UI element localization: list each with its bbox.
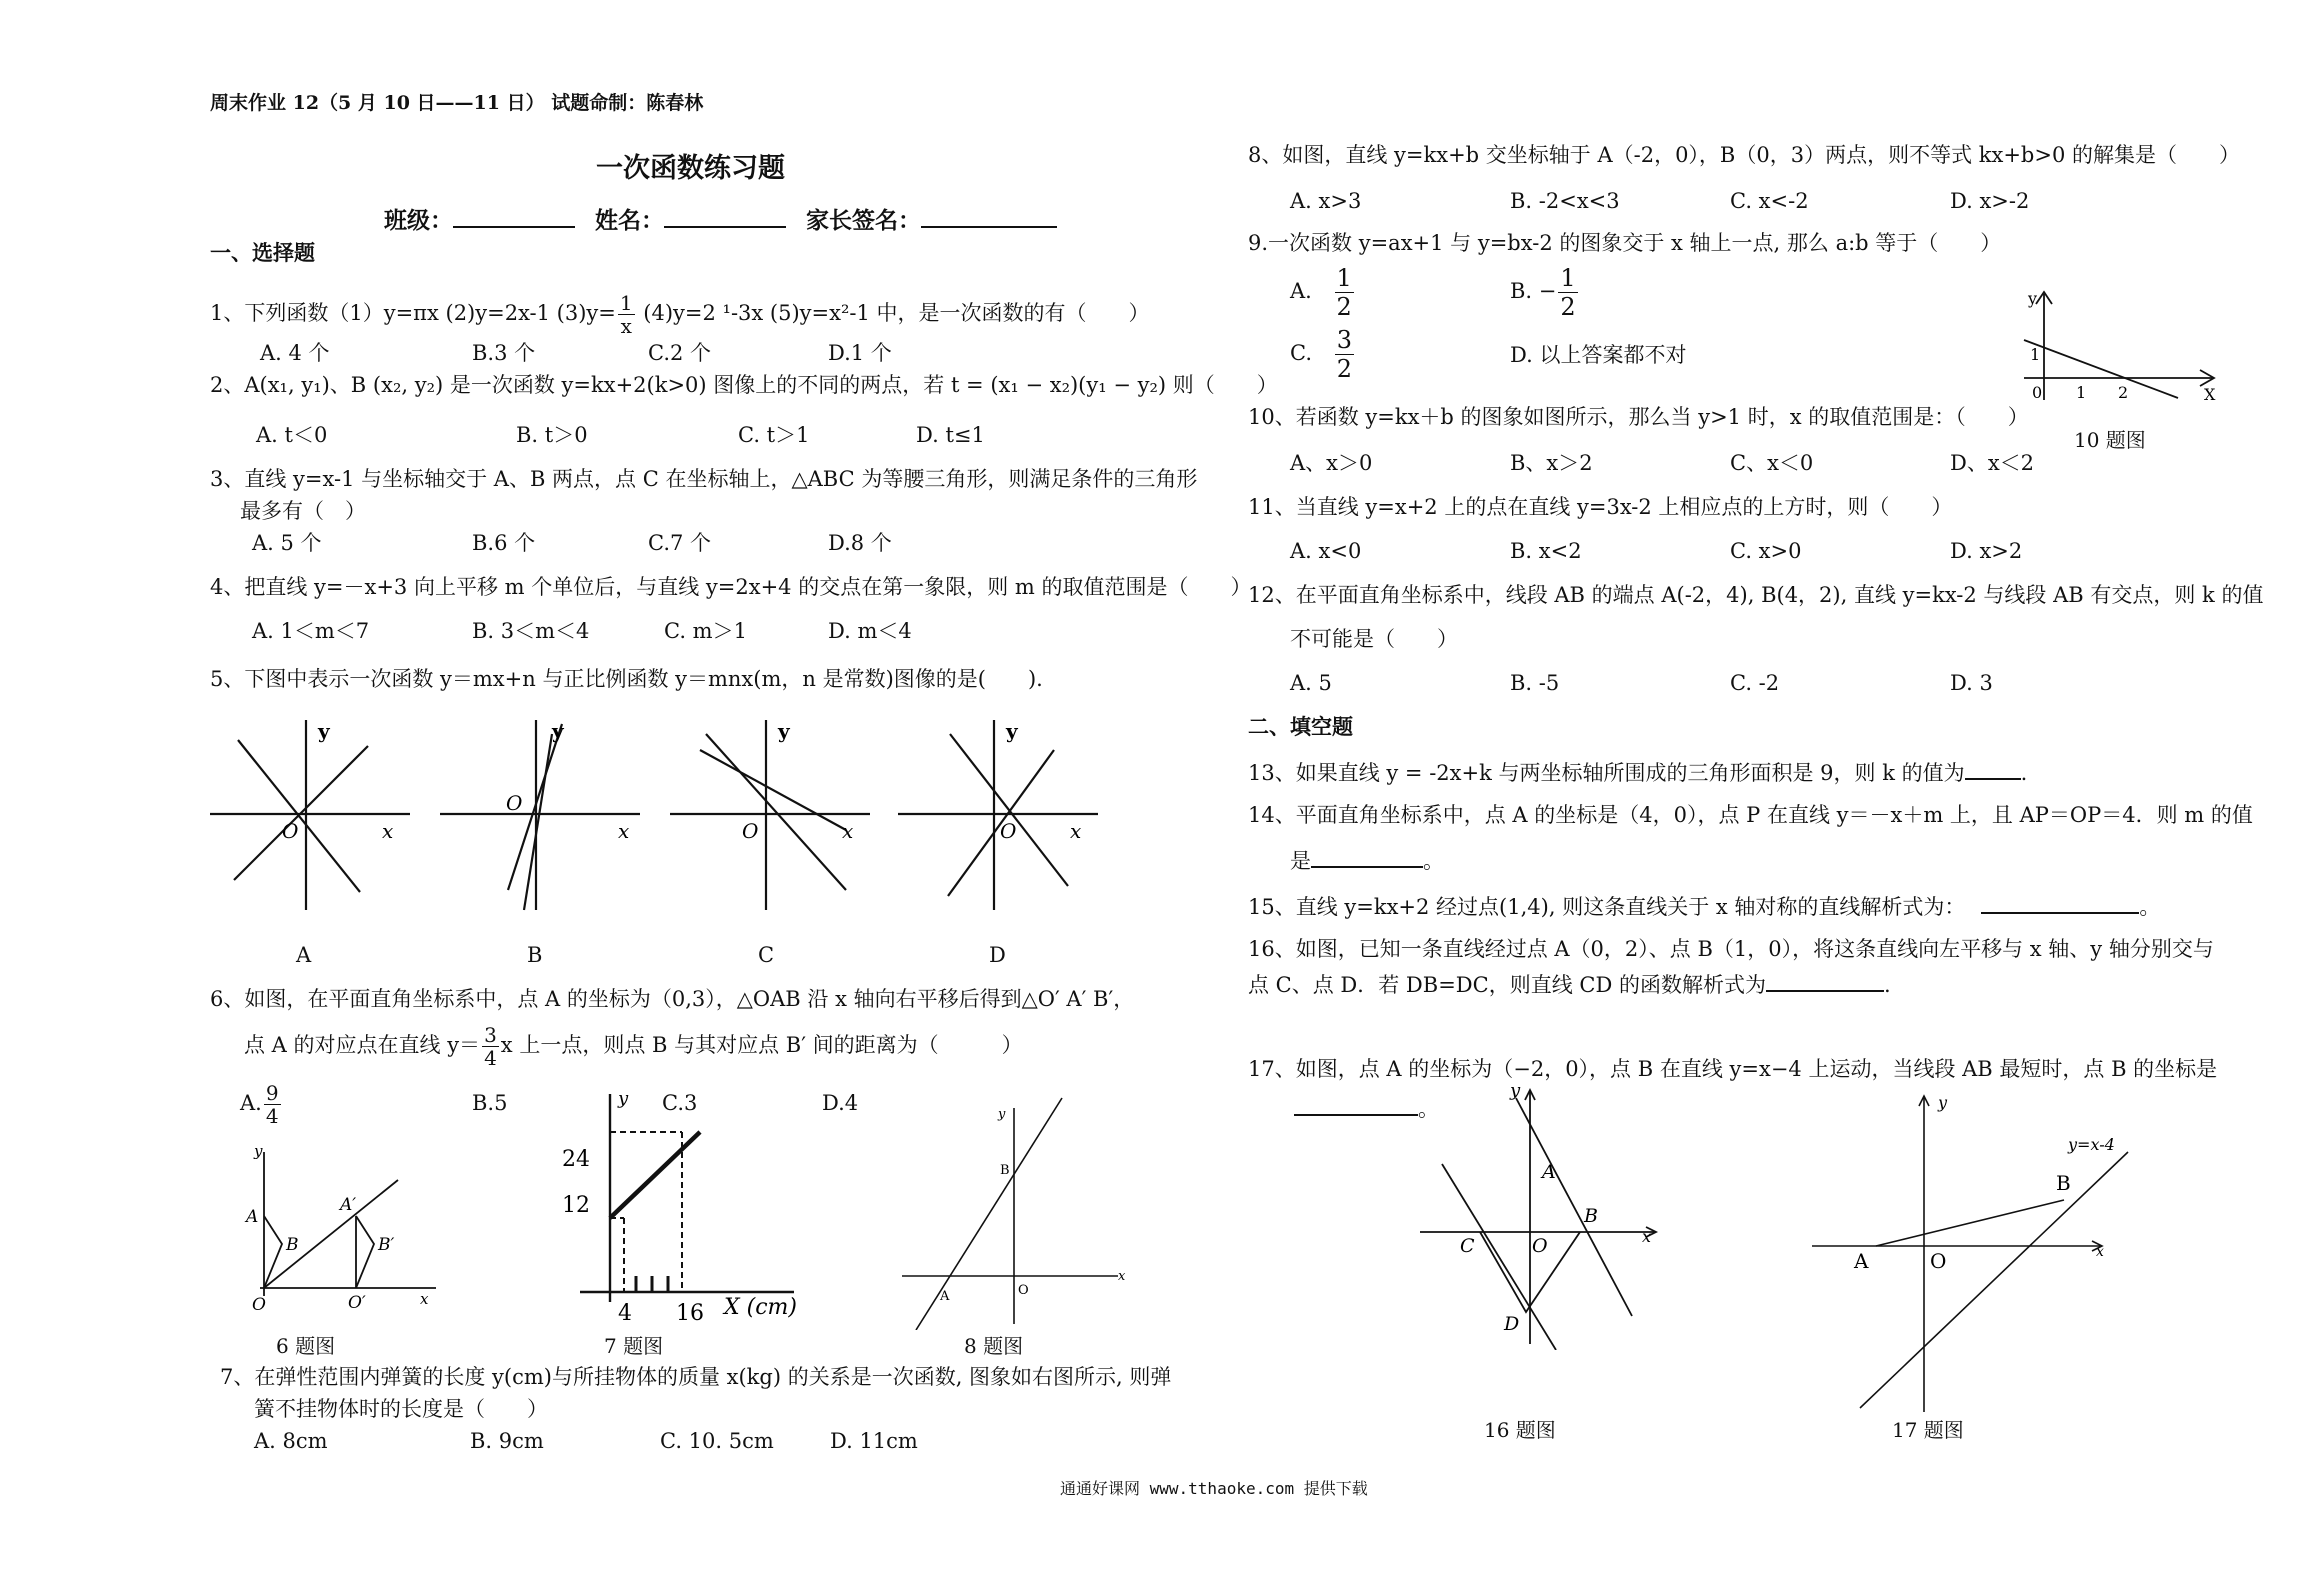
q5c-x-label: x xyxy=(842,819,854,843)
q1-opt-d: D.1 个 xyxy=(828,341,892,365)
figure-group xyxy=(580,1094,794,1302)
q8-opt-c: C. x<-2 xyxy=(1730,189,1809,213)
q15-stem xyxy=(1248,892,2160,920)
q11-opt-b: B. x<2 xyxy=(1510,539,1582,563)
q16-figure xyxy=(1420,1080,1670,1350)
q4-opt-a: A. 1＜m＜7 xyxy=(252,619,370,643)
q11-opt-c: C. x>0 xyxy=(1730,539,1802,563)
figure-label: A xyxy=(1854,1249,1869,1273)
q5b-origin: O xyxy=(506,791,523,815)
q9-opt-c-den: 2 xyxy=(1336,355,1352,383)
q3-stem2: 最多有（ ） xyxy=(240,499,366,523)
q17-stem: 17、如图，点 A 的坐标为（−2，0），点 B 在直线 y=x−4 上运动，当线段 AB 最短时，点 B 的坐标是 xyxy=(1248,1057,2218,1081)
figure-label: x xyxy=(1642,1227,1652,1246)
figure-label: B xyxy=(286,1235,299,1255)
figure-label: y xyxy=(2028,289,2038,308)
q6-fraction xyxy=(482,1024,499,1069)
q6-opt-a-prefix: A. xyxy=(240,1091,262,1115)
figure-group xyxy=(440,720,640,910)
q16-line-ab xyxy=(1516,1098,1632,1316)
name-blank xyxy=(664,206,786,228)
figure-label: A′ xyxy=(340,1195,357,1215)
q1-opt-c: C.2 个 xyxy=(648,341,712,365)
q7-figure xyxy=(560,1086,810,1326)
q10-figure xyxy=(2014,282,2224,402)
figure-label: y xyxy=(618,1088,629,1109)
q5a-origin: O xyxy=(282,819,299,843)
q7-caption: 7 题图 xyxy=(604,1334,664,1358)
q13-stem-text: 13、如果直线 y = -2x+k 与两坐标轴所围成的三角形面积是 9，则 k 的值为 xyxy=(1248,761,1965,785)
q2-opt-c: C. t＞1 xyxy=(738,423,810,447)
q7-stem2: 簧不挂物体时的长度是（ ） xyxy=(254,1397,548,1421)
page-title: 一次函数练习题 xyxy=(596,153,785,184)
q17-line xyxy=(1860,1152,2128,1408)
figure-label: O′ xyxy=(348,1293,366,1313)
q11-stem: 11、当直线 y=x+2 上的点在直线 y=3x-2 上相应点的上方时，则（ ） xyxy=(1248,495,1953,519)
q8-line xyxy=(916,1098,1062,1330)
q9-opt-d: D. 以上答案都不对 xyxy=(1510,343,1687,367)
footer-text: 通通好课网 www.tthaoke.com 提供下载 xyxy=(1060,1479,1368,1498)
q16-line-cd xyxy=(1442,1164,1556,1350)
q5c-origin: O xyxy=(742,819,759,843)
q17-figure xyxy=(1800,1086,2130,1416)
q6-figure xyxy=(240,1140,440,1320)
q3-opt-a: A. 5 个 xyxy=(252,531,322,555)
q5c-y-label: y xyxy=(778,719,790,743)
q17-answer xyxy=(1294,1094,1439,1122)
figure-group xyxy=(902,1098,1118,1330)
q8-opt-b: B. -2<x<3 xyxy=(1510,189,1620,213)
figure-label: y xyxy=(998,1107,1006,1122)
figure-label: 1 xyxy=(2076,383,2087,402)
q5a-y-label: y xyxy=(318,719,330,743)
figure-group xyxy=(898,720,1098,910)
q9-opt-a-prefix: A. xyxy=(1290,279,1312,303)
figure-label: 2 xyxy=(2118,383,2129,402)
q14-stem2-text: 是 xyxy=(1290,849,1311,873)
q6-opt-c: C.3 xyxy=(662,1091,698,1115)
q10-line xyxy=(2024,340,2178,398)
q9-opt-a-fraction xyxy=(1335,264,1354,321)
q10-opt-b: B、x＞2 xyxy=(1510,451,1593,475)
q6-triangle xyxy=(264,1216,282,1288)
q2-stem: 2、A(x₁, y₁)、B (x₂, y₂) 是一次函数 y=kx+2(k>0) 图像上的不同的两点，若 t = (x₁ − x₂)(y₁ − y₂) 则（ ） xyxy=(210,373,1278,397)
q14-stem2 xyxy=(1290,846,1444,874)
q6-stem2-part2: x 上一点，则点 B 与其对应点 B′ 间的距离为（ ） xyxy=(500,1033,1023,1057)
figure-label: 16 xyxy=(676,1301,704,1326)
q6-line xyxy=(264,1180,398,1288)
q9-opt-b-prefix: B. − xyxy=(1510,279,1557,303)
q3-opt-b: B.6 个 xyxy=(472,531,536,555)
name-label: 姓名： xyxy=(595,207,665,234)
q1-stem xyxy=(210,292,1150,337)
figure-label: 1 xyxy=(2030,345,2041,364)
figure-label: O xyxy=(1930,1249,1947,1273)
figure-group xyxy=(1420,1090,1656,1350)
q4-stem: 4、把直线 y=－x+3 向上平移 m 个单位后，与直线 y=2x+4 的交点在第一象限，则 m 的取值范围是（ ） xyxy=(210,575,1252,599)
q9-opt-c-num: 3 xyxy=(1336,326,1352,354)
q6-stem2-part1: 点 A 的对应点在直线 y＝ xyxy=(244,1033,481,1057)
figure-label: y xyxy=(1510,1080,1521,1101)
figure-label: y=x-4 xyxy=(2068,1135,2115,1154)
figure-label: B xyxy=(2056,1171,2071,1195)
figure-stroke xyxy=(700,750,846,830)
q5-label-c: C xyxy=(758,943,775,967)
q9-stem: 9.一次函数 y=ax+1 与 y=bx-2 的图象交于 x 轴上一点, 那么 a:b 等于（ ） xyxy=(1248,231,2002,255)
figure-label: y xyxy=(1938,1093,1948,1112)
figure-group xyxy=(210,720,410,910)
q9-opt-a-num: 1 xyxy=(1336,264,1352,292)
q7-opt-c: C. 10. 5cm xyxy=(660,1429,774,1453)
figure-label: B xyxy=(1000,1163,1010,1178)
q1-stem-part1: 1、下列函数（1）y=πx (2)y=2x-1 (3)y= xyxy=(210,301,616,325)
q16-stem2-text: 点 C、点 D．若 DB=DC，则直线 CD 的函数解析式为 xyxy=(1248,973,1766,997)
q12-opt-c: C. -2 xyxy=(1730,671,1780,695)
q7-opt-b: B. 9cm xyxy=(470,1429,544,1453)
q5a-x-label: x xyxy=(382,819,394,843)
q6-opt-a xyxy=(240,1082,283,1127)
q6-opt-a-den: 4 xyxy=(265,1104,279,1128)
q9-opt-b-den: 2 xyxy=(1560,293,1576,321)
q5d-origin: O xyxy=(1000,819,1017,843)
q7-opt-d: D. 11cm xyxy=(830,1429,918,1453)
q10-opt-a: A、x＞0 xyxy=(1290,451,1373,475)
figure-label: A xyxy=(246,1207,259,1227)
q5b-x-label: x xyxy=(618,819,630,843)
q14-blank xyxy=(1311,846,1423,868)
q11-opt-a: A. x<0 xyxy=(1290,539,1362,563)
q17-end: 。 xyxy=(1418,1097,1439,1121)
q12-opt-d: D. 3 xyxy=(1950,671,1993,695)
q5-graph-d xyxy=(898,710,1098,940)
q5-graph-b xyxy=(440,710,640,940)
sign-line xyxy=(384,206,1057,234)
figure-label: X (cm) xyxy=(724,1295,798,1320)
q8-caption: 8 题图 xyxy=(964,1334,1024,1358)
q1-fraction xyxy=(618,292,635,337)
section-fill: 二、填空题 xyxy=(1248,714,1353,739)
q5-graph-a xyxy=(210,710,410,940)
figure-label: 0 xyxy=(2032,383,2043,402)
figure-label: A xyxy=(940,1289,950,1304)
q9-opt-c-prefix: C. xyxy=(1290,341,1312,365)
q7-line xyxy=(610,1132,700,1218)
q1-stem-part2: (4)y=2 ¹-3x (5)y=x²-1 中，是一次函数的有（ ） xyxy=(636,301,1150,325)
q9-opt-c-fraction xyxy=(1335,326,1354,383)
q5b-y-label: y xyxy=(552,719,564,743)
q8-stem: 8、如图，直线 y=kx+b 交坐标轴于 A（-2，0），B（0，3）两点，则不等式 kx+b>0 的解集是（ ） xyxy=(1248,143,2241,167)
q1-opt-a: A. 4 个 xyxy=(260,341,330,365)
section-choice: 一、选择题 xyxy=(210,240,315,265)
q6-caption: 6 题图 xyxy=(276,1334,336,1358)
q9-opt-b xyxy=(1510,264,1580,321)
q7-stem: 7、在弹性范围内弹簧的长度 y(cm)与所挂物体的质量 x(kg) 的关系是一次函数, 图象如右图所示, 则弹 xyxy=(220,1365,1172,1389)
q6-frac-den: 4 xyxy=(484,1046,497,1070)
figure-label: x xyxy=(1118,1269,1126,1284)
figure-label: O xyxy=(252,1295,266,1315)
parent-sign-label: 家长签名： xyxy=(806,207,922,234)
q12-opt-b: B. -5 xyxy=(1510,671,1560,695)
q4-opt-b: B. 3＜m＜4 xyxy=(472,619,590,643)
q6-opt-d: D.4 xyxy=(822,1091,859,1115)
figure-label: D xyxy=(1504,1313,1520,1335)
q9-opt-a-den: 2 xyxy=(1336,293,1352,321)
q2-opt-d: D. t≤1 xyxy=(916,423,985,447)
q6-opt-a-fraction xyxy=(264,1082,281,1127)
parent-sign-blank xyxy=(921,206,1057,228)
q3-opt-d: D.8 个 xyxy=(828,531,892,555)
q13-blank xyxy=(1965,758,2021,780)
q5-stem: 5、下图中表示一次函数 y＝mx+n 与正比例函数 y＝mnx(m，n 是常数)图像的是( ). xyxy=(210,667,1043,691)
q16-end: . xyxy=(1883,973,1891,997)
q10-opt-c: C、x＜0 xyxy=(1730,451,1814,475)
q6-opt-b: B.5 xyxy=(472,1091,508,1115)
q6-stem: 6、如图，在平面直角坐标系中，点 A 的坐标为（0,3），△OAB 沿 x 轴向右平移后得到△O′ A′ B′， xyxy=(210,987,1135,1011)
q13-stem xyxy=(1248,758,2027,786)
figure-stroke xyxy=(524,734,552,910)
q16-stem: 16、如图，已知一条直线经过点 A（0，2）、点 B（1，0），将这条直线向左平移与 x 轴、y 轴分别交与 xyxy=(1248,937,2214,961)
q10-caption: 10 题图 xyxy=(2074,428,2146,452)
figure-label: X xyxy=(2204,385,2216,402)
q8-figure xyxy=(896,1094,1126,1330)
figure-label: O xyxy=(1532,1235,1548,1257)
q15-blank xyxy=(1981,892,2139,914)
q5-label-d: D xyxy=(989,943,1006,967)
q5d-y-label: y xyxy=(1006,719,1018,743)
figure-label: 4 xyxy=(618,1301,632,1326)
figure-label: B′ xyxy=(378,1235,395,1255)
q16-caption: 16 题图 xyxy=(1484,1418,1556,1442)
q15-stem-text: 15、直线 y=kx+2 经过点(1,4), 则这条直线关于 x 轴对称的直线解析式为： xyxy=(1248,895,1966,919)
figure-label: y xyxy=(254,1142,263,1160)
figure-label: A xyxy=(1542,1161,1556,1183)
q13-end: . xyxy=(2020,761,2028,785)
q9-opt-b-fraction xyxy=(1558,264,1577,321)
header-line: 周末作业 12（5 月 10 日——11 日） 试题命制：陈春林 xyxy=(210,92,704,114)
q14-stem: 14、平面直角坐标系中，点 A 的坐标是（4，0），点 P 在直线 y＝－x＋m 上，且 AP＝OP＝4．则 m 的值 xyxy=(1248,803,2253,827)
q10-stem: 10、若函数 y=kx＋b 的图象如图所示，那么当 y>1 时，x 的取值范围是：（ ） xyxy=(1248,405,2029,429)
q5-label-a: A xyxy=(296,943,312,967)
q12-stem2: 不可能是（ ） xyxy=(1290,627,1458,651)
q6-triangle-moved xyxy=(356,1216,374,1288)
q14-end: 。 xyxy=(1423,849,1444,873)
q1-opt-b: B.3 个 xyxy=(472,341,536,365)
q12-opt-a: A. 5 xyxy=(1290,671,1332,695)
q1-frac-den: x xyxy=(620,314,632,338)
figure-label: 12 xyxy=(562,1193,590,1218)
q8-opt-a: A. x>3 xyxy=(1290,189,1362,213)
q9-opt-c xyxy=(1290,326,1356,383)
figure-label: x xyxy=(2096,1244,2104,1260)
q6-opt-a-num: 9 xyxy=(265,1081,279,1105)
q11-opt-d: D. x>2 xyxy=(1950,539,2023,563)
class-blank xyxy=(453,206,575,228)
q2-opt-a: A. t＜0 xyxy=(256,423,328,447)
figure-group xyxy=(260,1152,436,1296)
class-label: 班级： xyxy=(384,207,453,234)
figure-label: C xyxy=(1460,1235,1475,1257)
figure-label: 24 xyxy=(562,1147,590,1172)
figure-label: O xyxy=(1018,1283,1029,1298)
q3-opt-c: C.7 个 xyxy=(648,531,712,555)
q4-opt-c: C. m＞1 xyxy=(664,619,747,643)
figure-group xyxy=(670,720,870,910)
q5-graph-c xyxy=(670,710,870,940)
figure-label: x xyxy=(420,1290,429,1308)
q17-blank xyxy=(1294,1094,1418,1116)
q6-frac-num: 3 xyxy=(484,1023,497,1047)
q10-opt-d: D、x＜2 xyxy=(1950,451,2035,475)
q16-stem2 xyxy=(1248,970,1891,998)
figure-label: B xyxy=(1584,1205,1598,1227)
q9-opt-b-num: 1 xyxy=(1560,264,1576,292)
figure-stroke xyxy=(706,734,846,890)
q4-opt-d: D. m＜4 xyxy=(828,619,912,643)
q17-caption: 17 题图 xyxy=(1892,1418,1964,1442)
q2-opt-b: B. t＞0 xyxy=(516,423,588,447)
q1-frac-num: 1 xyxy=(619,291,633,315)
q15-end: 。 xyxy=(2139,895,2161,919)
q8-opt-d: D. x>-2 xyxy=(1950,189,2030,213)
q3-stem: 3、直线 y=x-1 与坐标轴交于 A、B 两点，点 C 在坐标轴上，△ABC 为等腰三角形，则满足条件的三角形 xyxy=(210,467,1198,491)
q16-blank xyxy=(1766,970,1884,992)
q5d-x-label: x xyxy=(1070,819,1082,843)
q12-stem: 12、在平面直角坐标系中，线段 AB 的端点 A(-2，4), B(4，2), 直线 y=kx-2 与线段 AB 有交点，则 k 的值 xyxy=(1248,583,2264,607)
q7-opt-a: A. 8cm xyxy=(254,1429,328,1453)
q6-stem2 xyxy=(244,1024,1023,1069)
q9-opt-a xyxy=(1290,264,1356,321)
q5-label-b: B xyxy=(527,943,543,967)
